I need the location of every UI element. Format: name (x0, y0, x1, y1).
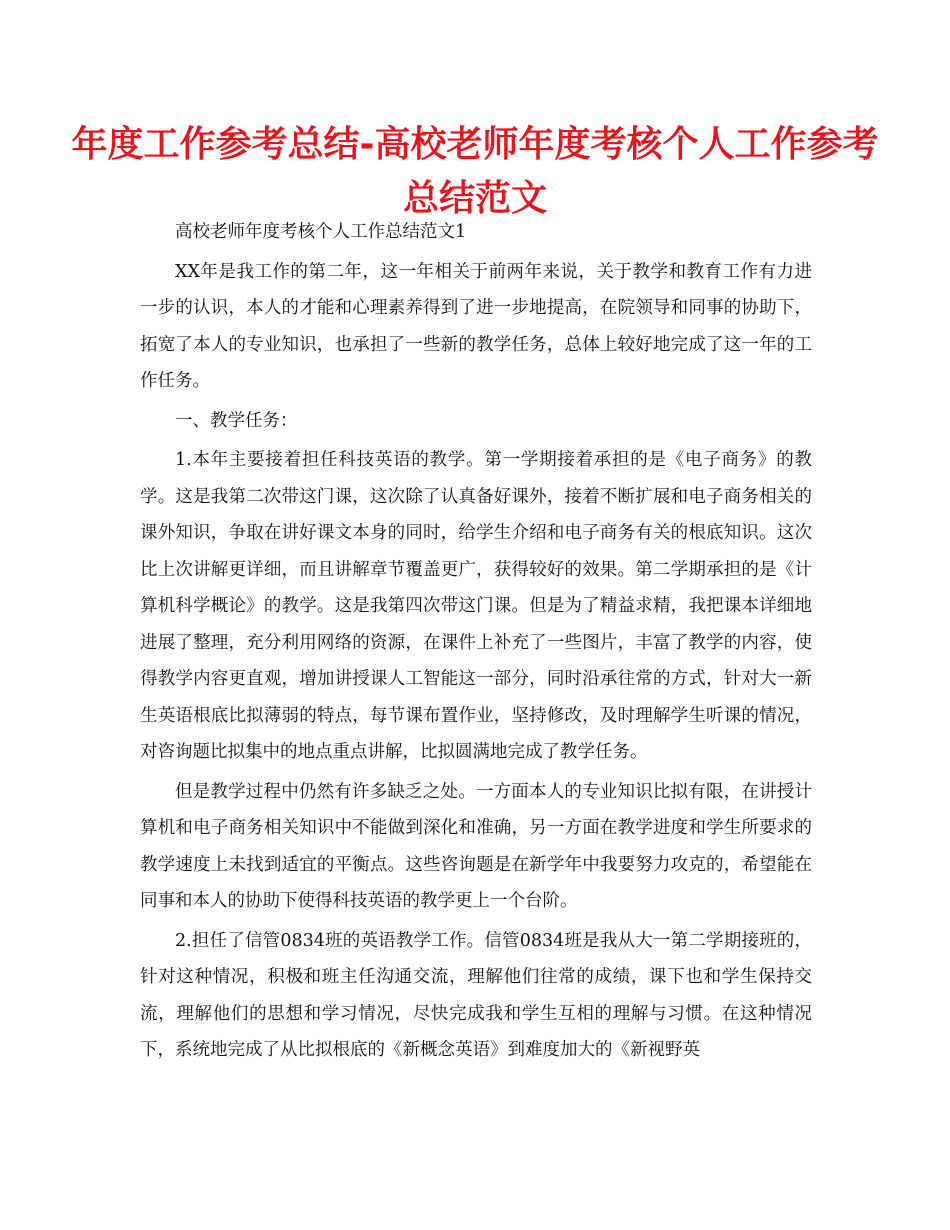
section-heading-teaching: 一、教学任务： (175, 410, 298, 431)
document-body (140, 214, 812, 1072)
paragraph-item-2: 2.担任了信管0834班的英语教学工作。信管0834班是我从大一第二学期接班的，针对这种情况，积极和班主任沟通交流，理解他们往常的成绩，课下也和学生保持交流，理解他们的思想和学习情况，尽快完成我和学生互相的理解与习惯。在这种情况下，系统地完成了从比拟根底的《新概念英语》到难度加大的《新视野英 (140, 930, 812, 1060)
paragraph-item-1: 1.本年主要接着担任科技英语的教学。第一学期接着承担的是《电子商务》的教学。这是我第二次带这门课，这次除了认真备好课外，接着不断扩展和电子商务相关的课外知识，争取在讲好课文本身的同时，给学生介绍和电子商务有关的根底知识。这次比上次讲解更详细，而且讲解章节覆盖更广，获得较好的效果。第二学期承担的是《计算机科学概论》的教学。这是我第四次带这门课。但是为了精益求精，我把课本详细地进展了整理，充分利用网络的资源，在课件上补充了一些图片，丰富了教学的内容，使得教学内容更直观，增加讲授课人工智能这一部分，同时沿承往常的方式，针对大一新生英语根底比拟薄弱的特点，每节课布置作业，坚持修改，及时理解学生听课的情况，对咨询题比拟集中的地点重点讲解，比拟圆满地完成了教学任务。 (140, 450, 812, 762)
document-title: 年度工作参考总结-高校老师年度考核个人工作参考总结范文 (71, 124, 879, 219)
paragraph-intro: XX年是我工作的第二年，这一年相关于前两年来说，关于教学和教育工作有力进一步的认识，本人的才能和心理素养得到了进一步地提高，在院领导和同事的协助下，拓宽了本人的专业知识，也承担了一些新的教学任务，总体上较好地完成了这一年的工作任务。 (140, 261, 812, 391)
paragraph-shortcomings: 但是教学过程中仍然有许多缺乏之处。一方面本人的专业知识比拟有限，在讲授计算机和电子商务相关知识中不能做到深化和准确，另一方面在教学进度和学生所要求的教学速度上未找到适宜的平衡点。这些咨询题是在新学年中我要努力攻克的，希望能在同事和本人的协助下使得科技英语的教学更上一个台阶。 (140, 781, 812, 911)
paragraph-subtitle: 高校老师年度考核个人工作总结范文1 (175, 222, 467, 242)
